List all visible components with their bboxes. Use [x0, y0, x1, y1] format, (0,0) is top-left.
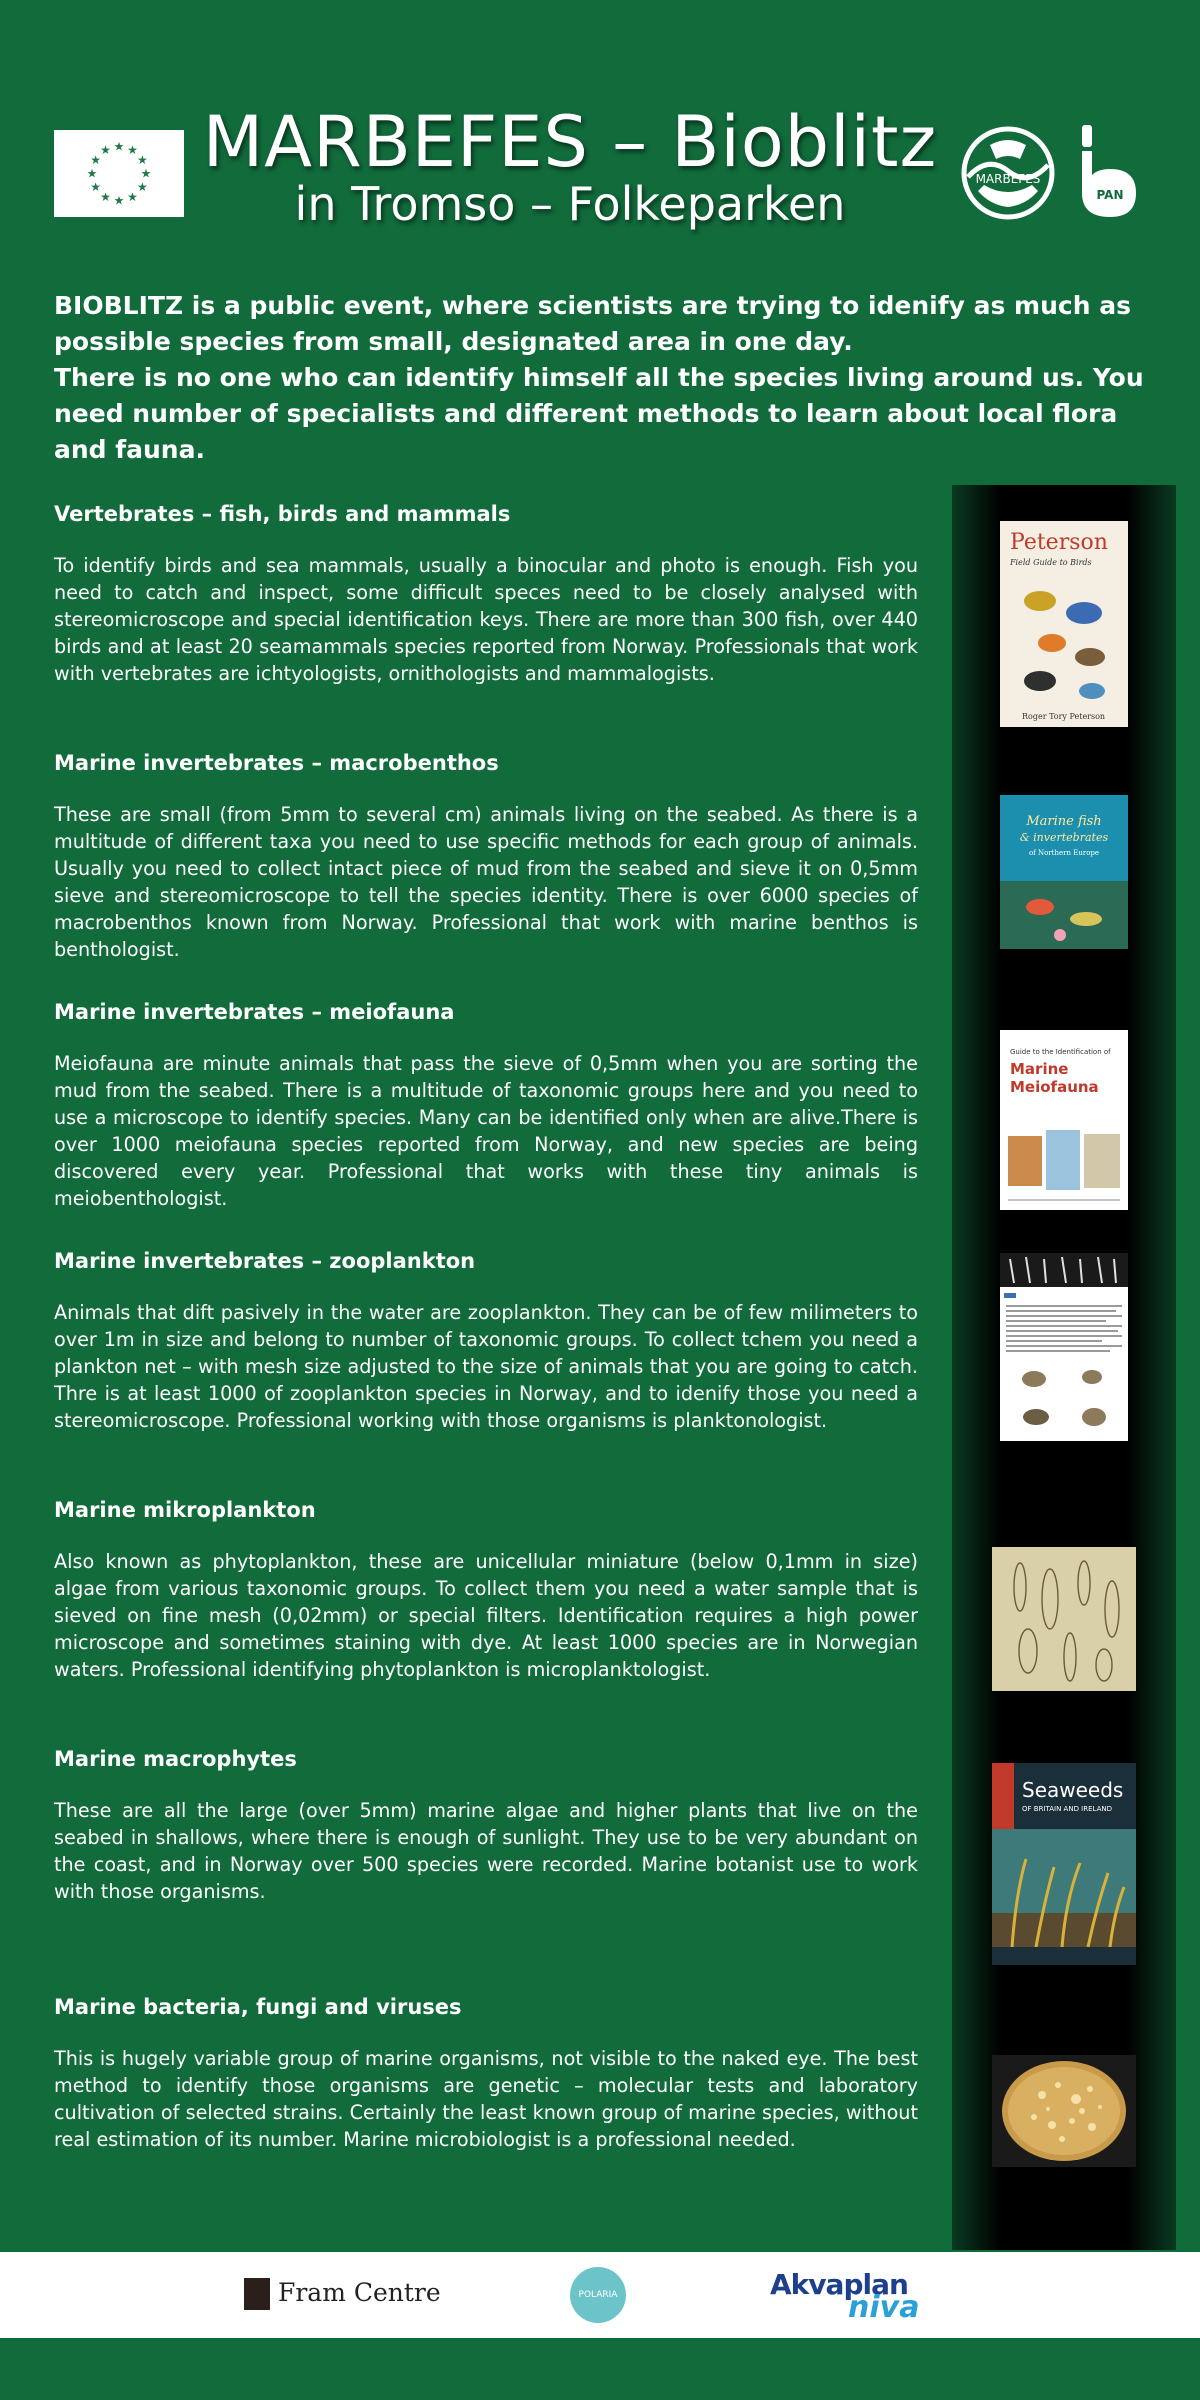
eu-star-icon: ★: [113, 139, 125, 154]
section-mikroplankton: [54, 1496, 918, 1683]
page-title: MARBEFES – Bioblitz: [202, 101, 938, 183]
marbefes-logo-text: MARBEFES: [975, 172, 1041, 186]
section-title: Marine invertebrates – macrobenthos: [54, 751, 499, 775]
book-column: [952, 485, 1176, 2250]
seaweeds-cover: [992, 1763, 1136, 1965]
poster-header: [0, 0, 1200, 260]
section-body: Meiofauna are minute animals that pass the sieve of 0,5mm when you are sorting the mud from the seabed. There is a multitude of taxonomic groups here and you need to use a microscope to identify species. Many can be identified only when are alive.There is over 1000 meiofauna species reported from Norway, and new species are being discovered every year. Professional that works with these tiny animals is meiobenthologist.: [54, 1052, 918, 1210]
eu-star-icon: ★: [100, 189, 111, 204]
eu-star-icon: ★: [90, 153, 102, 167]
eu-star-icon: ★: [136, 153, 148, 167]
svg-text:Guide to the Identification of: Guide to the Identification of: [1010, 1048, 1111, 1056]
svg-text:Meiofauna: Meiofauna: [1010, 1078, 1099, 1096]
eu-star-icon: ★: [140, 166, 152, 181]
section-title: Marine invertebrates – meiofauna: [54, 1000, 455, 1024]
polaria-logo: POLARIA: [570, 2267, 626, 2323]
section-title: Vertebrates – fish, birds and mammals: [54, 502, 511, 526]
svg-text:Field Guide to Birds: Field Guide to Birds: [1010, 558, 1092, 567]
marbefes-logo: [960, 125, 1056, 221]
page-subtitle: in Tromso – Folkeparken: [294, 177, 846, 231]
section-body: To identify birds and sea mammals, usually a binocular and photo is enough. Fish you need to catch and inspect, some difficult speces need to be closely analysed with stereomicroscope and special identification keys. There are more than 300 fish, over 440 birds and at least 20 seamammals species reported from Norway. Professionals that work with vertebrates are ichtyologists, ornithologists and mammalogists.: [54, 554, 918, 685]
iopan-logo-text: PAN: [1096, 188, 1124, 202]
fram-centre-text: Fram Centre: [278, 2278, 441, 2307]
section-zooplankton: [54, 1247, 918, 1434]
fram-centre-icon: [244, 2278, 270, 2310]
peterson-field-guide-cover: [1000, 521, 1128, 727]
phytoplankton-drawing: [992, 1547, 1136, 1691]
intro-paragraph-2: There is no one who can identify himself all the species living around us. You need number of specialists and different methods to learn about local flora and fauna.: [54, 363, 1144, 464]
eu-star-icon: ★: [90, 180, 102, 194]
eu-star-icon: ★: [127, 189, 138, 204]
marine-fish-invertebrates-cover: [1000, 795, 1128, 949]
section-body: These are all the large (over 5mm) marine algae and higher plants that live on the seabed in shallows, where there is enough of sunlight. They use to be very abundant on the coast, and in Norway over 500 species were recorded. Marine botanist use to work with those organisms.: [54, 1799, 918, 1903]
svg-text:Peterson: Peterson: [1010, 530, 1108, 555]
zooplankton-guide-cover: [1000, 1253, 1128, 1441]
eu-flag-icon: [54, 130, 184, 217]
section-meiofauna: [54, 998, 918, 1212]
section-body: This is hugely variable group of marine organisms, not visible to the naked eye. The best method to identify those organisms are genetic – molecular tests and laboratory cultivation of selected strains. Certainly the least known group of marine species, without real estimation of its number. Marine microbiologist is a professional needed.: [54, 2047, 918, 2151]
svg-text:Marine: Marine: [1010, 1060, 1069, 1078]
section-vertebrates: [54, 500, 918, 687]
section-bacteria: [54, 1993, 918, 2153]
section-title: Marine invertebrates – zooplankton: [54, 1249, 476, 1273]
akvaplan-niva-logo: [770, 2268, 930, 2324]
niva-text: niva: [848, 2290, 920, 2325]
section-body: Also known as phytoplankton, these are unicellular miniature (below 0,1mm in size) algae from various taxonomic groups. To collect them you need a water sample that is sieved on fine mesh (0,02mm) or special filters. Identification requires a high power microscope and sometimes staining with dye. At least 1000 species are in Norwegian waters. Professional identifying phytoplankton is microplanktologist.: [54, 1550, 918, 1681]
svg-text:OF BRITAIN AND IRELAND: OF BRITAIN AND IRELAND: [1022, 1805, 1113, 1813]
eu-star-icon: ★: [113, 193, 125, 208]
svg-text:Marine fish: Marine fish: [1026, 814, 1102, 829]
akvaplan-text: Akvaplan: [770, 2268, 908, 2301]
petri-dish-photo: [992, 2055, 1136, 2167]
intro-text: [54, 288, 1146, 468]
svg-text:of Northern Europe: of Northern Europe: [1028, 849, 1100, 857]
svg-text:Seaweeds: Seaweeds: [1022, 1778, 1124, 1802]
section-body: Animals that dift pasively in the water are zooplankton. They can be of few milimeters to over 1m in size and belong to number of taxonomic groups. To collect tchem you need a plankton net – with mesh size adjusted to the size of animals that you are going to catch. Thre is at least 1000 of zooplankton species in Norway, and to idenify those you need a stereomicroscope. Professional working with those organisms is planktonologist.: [54, 1301, 918, 1432]
svg-text:& invertebrates: & invertebrates: [1019, 831, 1109, 844]
section-title: Marine macrophytes: [54, 1747, 297, 1771]
iopan-logo: [1078, 125, 1140, 221]
footer-logos: [0, 2252, 1200, 2338]
eu-star-icon: ★: [100, 143, 111, 158]
section-body: These are small (from 5mm to several cm) animals living on the seabed. As there is a multitude of different taxa you need to use specific methods for each group of animals. Usually you need to collect intact piece of mud from the seabed and sieve it on 0,5mm sieve and stereomicroscope to tell the species identity. There is over 6000 species of macrobenthos known from Norway. Professional that work with marine benthos is benthologist.: [54, 803, 918, 961]
eu-star-icon: ★: [136, 180, 148, 194]
title-block: [190, 100, 950, 232]
intro-paragraph-1: is a public event, where scientists are trying to idenify as much as possible species from small, designated area in one day.: [54, 291, 1131, 356]
eu-star-icon: ★: [86, 166, 98, 181]
intro-lead: BIOBLITZ: [54, 291, 184, 320]
section-title: Marine bacteria, fungi and viruses: [54, 1995, 462, 2019]
eu-star-icon: ★: [127, 143, 138, 158]
svg-text:Roger Tory Peterson: Roger Tory Peterson: [1022, 712, 1106, 721]
section-title: Marine mikroplankton: [54, 1498, 316, 1522]
section-macrobenthos: [54, 749, 918, 963]
marine-meiofauna-cover: [1000, 1030, 1128, 1210]
section-macrophytes: [54, 1745, 918, 1905]
